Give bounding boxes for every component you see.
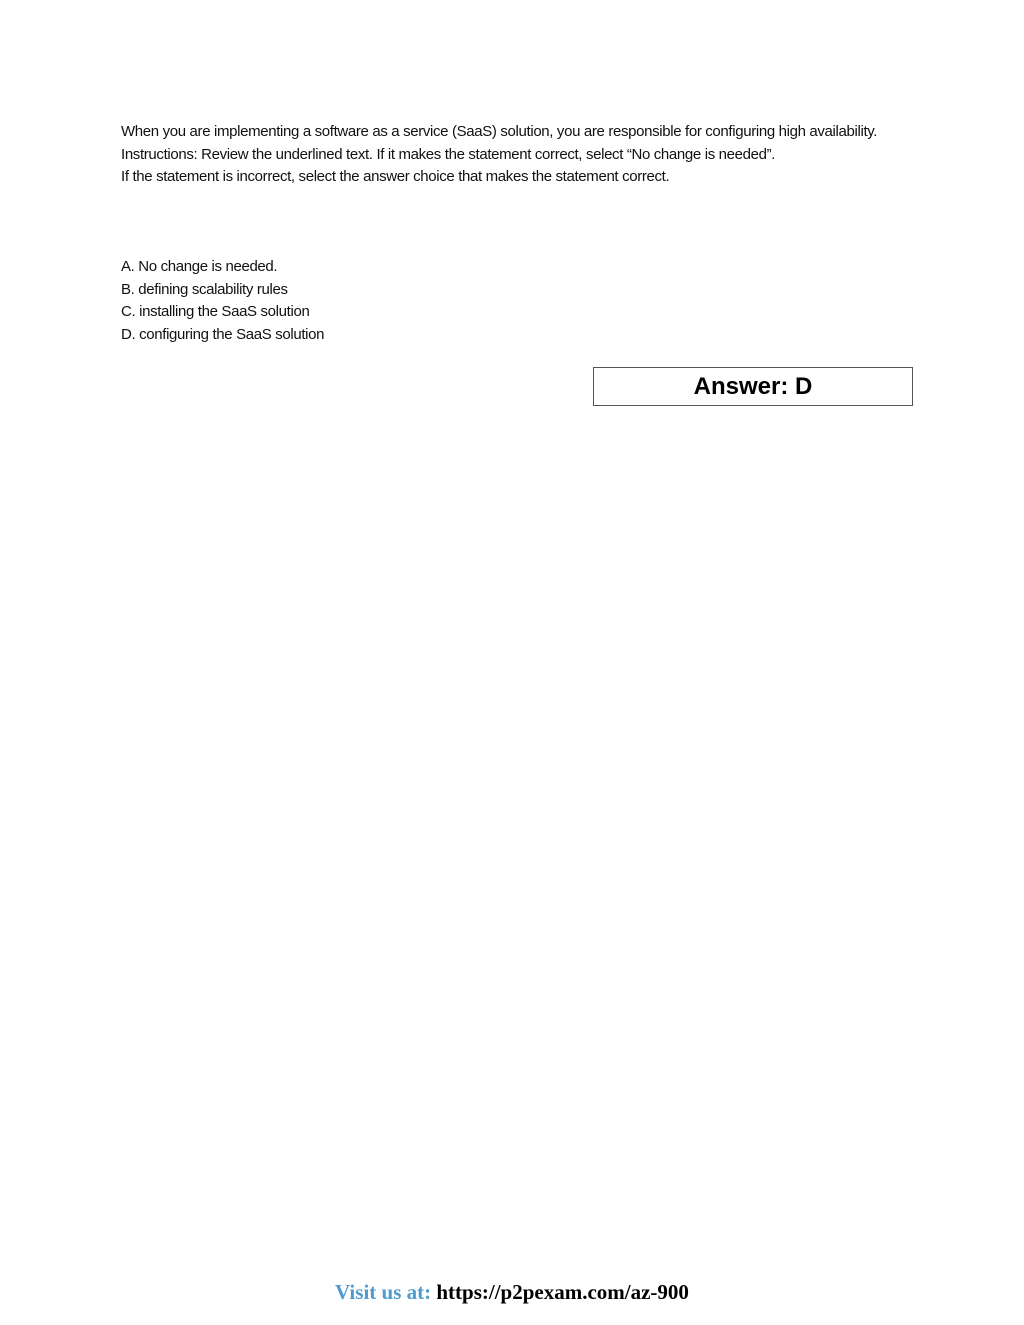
question-instructions-2: If the statement is incorrect, select the answer choice that makes the statement correct. xyxy=(121,168,670,185)
option-a: A. No change is needed. xyxy=(121,258,278,275)
question-instructions: Instructions: Review the underlined text. If it makes the statement correct, select “No change is needed”. xyxy=(121,145,776,163)
question-text xyxy=(121,121,903,189)
option-d: D. configuring the SaaS solution xyxy=(121,325,325,343)
answer-box: Answer: D xyxy=(593,367,913,406)
option-b: B. defining scalability rules xyxy=(121,280,288,298)
option-c: C. installing the SaaS solution xyxy=(121,303,310,320)
footer-label: Visit us at: xyxy=(335,1280,432,1304)
footer-url-link[interactable]: https://p2pexam.com/az-900 xyxy=(436,1280,689,1304)
footer xyxy=(0,1280,1024,1305)
question-statement: When you are implementing a software as a service (SaaS) solution, you are responsible for configuring high availability. xyxy=(121,123,878,140)
answer-options xyxy=(121,256,324,346)
